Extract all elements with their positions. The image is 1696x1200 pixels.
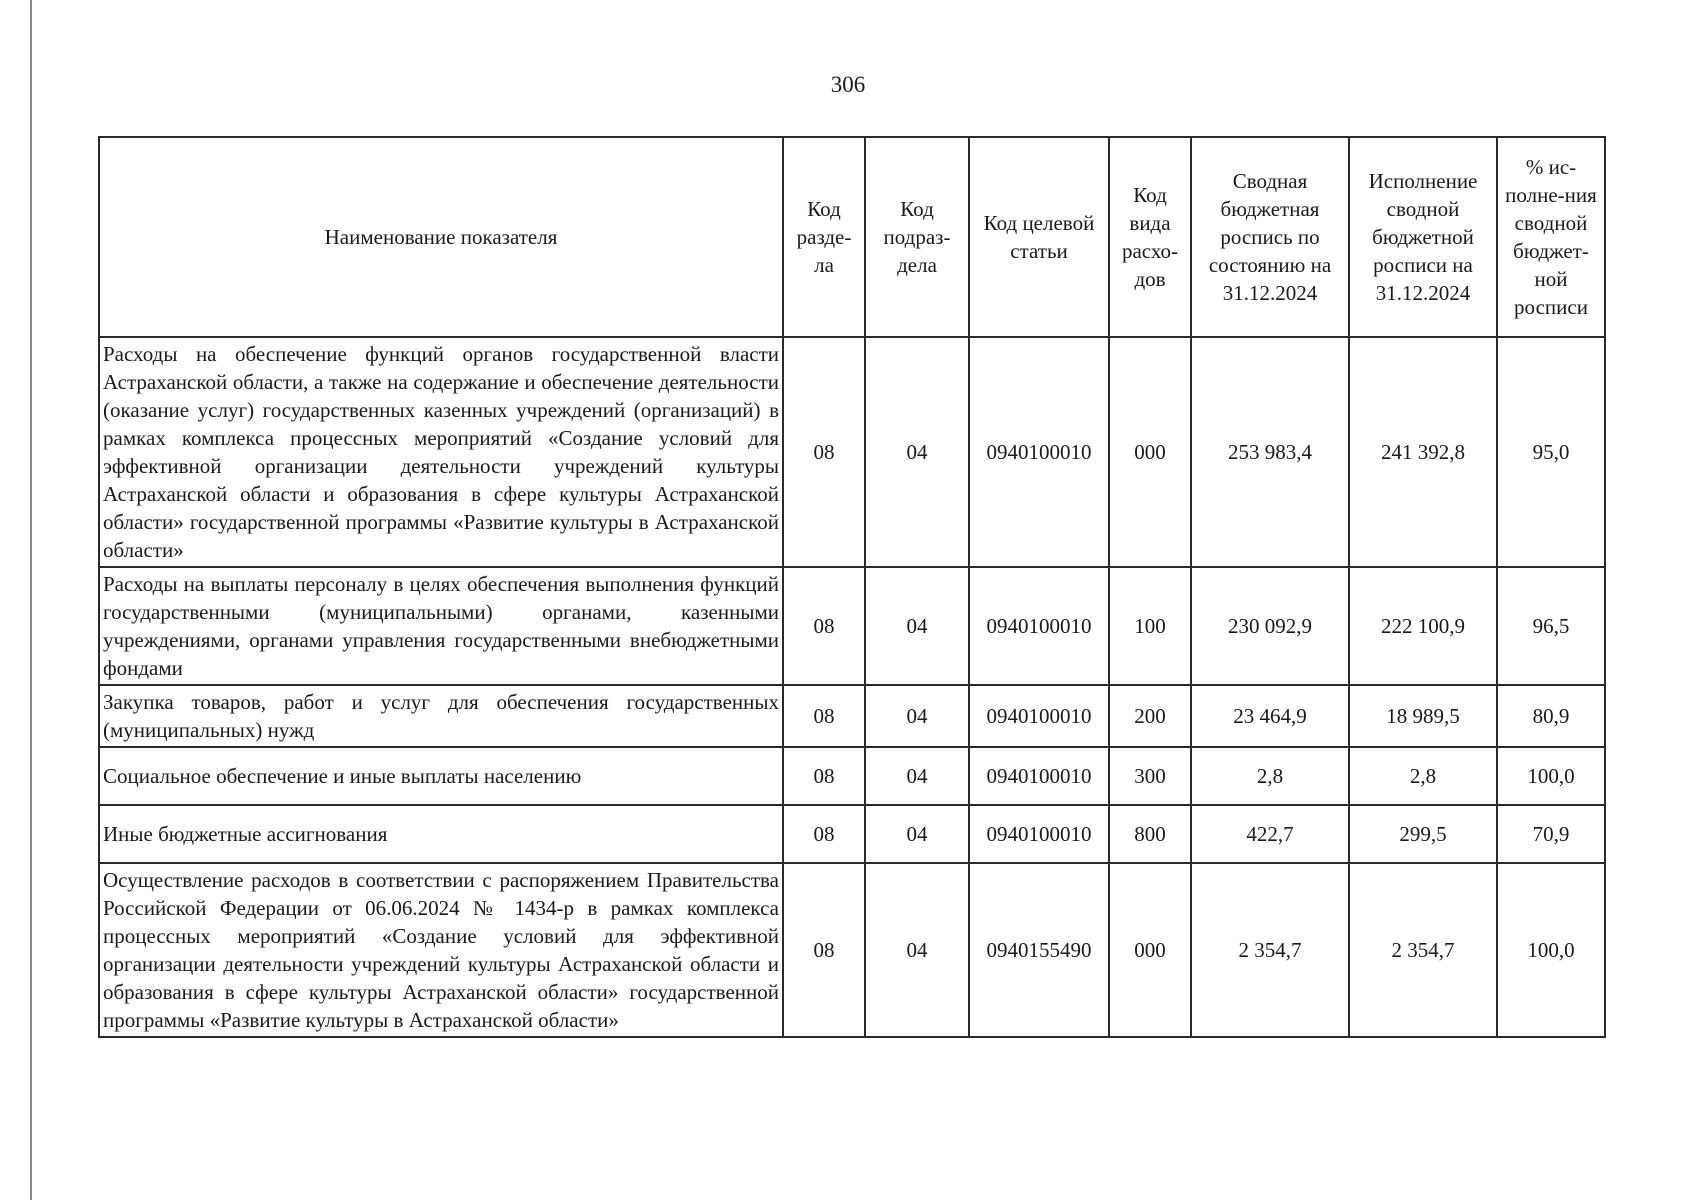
row-subsection-code: 04 (865, 567, 969, 685)
row-execution-percent: 100,0 (1497, 747, 1605, 805)
header-section-code: Код разде-ла (783, 137, 865, 337)
row-target-code: 0940100010 (969, 805, 1109, 863)
row-subsection-code: 04 (865, 747, 969, 805)
row-budget-plan: 2 354,7 (1191, 863, 1349, 1037)
budget-execution-table (98, 136, 1606, 1038)
header-expense-kind-code: Код вида расхо-дов (1109, 137, 1191, 337)
row-name: Иные бюджетные ассигнования (99, 805, 783, 863)
row-budget-plan: 2,8 (1191, 747, 1349, 805)
row-section-code: 08 (783, 805, 865, 863)
row-target-code: 0940100010 (969, 685, 1109, 747)
row-budget-plan: 230 092,9 (1191, 567, 1349, 685)
row-execution-percent: 70,9 (1497, 805, 1605, 863)
row-execution: 299,5 (1349, 805, 1497, 863)
row-execution: 18 989,5 (1349, 685, 1497, 747)
row-budget-plan: 253 983,4 (1191, 337, 1349, 567)
table-row (99, 567, 1605, 685)
header-target-code: Код целевой статьи (969, 137, 1109, 337)
row-section-code: 08 (783, 685, 865, 747)
row-name: Социальное обеспечение и иные выплаты населению (99, 747, 783, 805)
row-subsection-code: 04 (865, 805, 969, 863)
row-execution: 241 392,8 (1349, 337, 1497, 567)
table-header-row (99, 137, 1605, 337)
row-execution-percent: 100,0 (1497, 863, 1605, 1037)
row-section-code: 08 (783, 863, 865, 1037)
row-target-code: 0940100010 (969, 567, 1109, 685)
row-execution-percent: 96,5 (1497, 567, 1605, 685)
row-target-code: 0940100010 (969, 747, 1109, 805)
table-row (99, 337, 1605, 567)
binding-margin-line (30, 0, 32, 1200)
row-section-code: 08 (783, 747, 865, 805)
row-execution-percent: 80,9 (1497, 685, 1605, 747)
table-row (99, 747, 1605, 805)
row-expense-kind-code: 800 (1109, 805, 1191, 863)
row-section-code: 08 (783, 337, 865, 567)
row-expense-kind-code: 000 (1109, 863, 1191, 1037)
row-subsection-code: 04 (865, 337, 969, 567)
header-subsection-code: Код подраз-дела (865, 137, 969, 337)
row-execution: 2 354,7 (1349, 863, 1497, 1037)
row-name: Осуществление расходов в соответствии с распоряжением Правительства Российской Федерации от 06.06.2024 № 1434-р в рамках комплекса процессных мероприятий «Создание условий для эффективной организации деятельности учреждений культуры Астраханской области и образования в сфере культуры Астраханской области» государственной программы «Развитие культуры в Астраханской области» (99, 863, 783, 1037)
row-budget-plan: 23 464,9 (1191, 685, 1349, 747)
header-name: Наименование показателя (99, 137, 783, 337)
header-budget-plan: Сводная бюджетная роспись по состоянию на 31.12.2024 (1191, 137, 1349, 337)
page-number: 306 (830, 72, 866, 97)
header-execution: Исполнение сводной бюджетной росписи на 31.12.2024 (1349, 137, 1497, 337)
row-target-code: 0940100010 (969, 337, 1109, 567)
table-row (99, 805, 1605, 863)
row-section-code: 08 (783, 567, 865, 685)
row-execution-percent: 95,0 (1497, 337, 1605, 567)
table-row (99, 685, 1605, 747)
row-name: Расходы на выплаты персоналу в целях обеспечения выполнения функций государственными (муниципальными) органами, казенными учреждениями, органами управления государственными внебюджетными фондами (99, 567, 783, 685)
row-target-code: 0940155490 (969, 863, 1109, 1037)
row-name: Закупка товаров, работ и услуг для обеспечения государственных (муниципальных) нужд (99, 685, 783, 747)
row-name: Расходы на обеспечение функций органов государственной власти Астраханской области, а также на содержание и обеспечение деятельности (оказание услуг) государственных казенных учреждений (организаций) в рамках комплекса процессных мероприятий «Создание условий для эффективной организации деятельности учреждений культуры Астраханской области и образования в сфере культуры Астраханской области» государственной программы «Развитие культуры в Астраханской области» (99, 337, 783, 567)
row-expense-kind-code: 300 (1109, 747, 1191, 805)
row-expense-kind-code: 100 (1109, 567, 1191, 685)
row-execution: 2,8 (1349, 747, 1497, 805)
row-subsection-code: 04 (865, 685, 969, 747)
header-execution-percent: % ис-полне-ния сводной бюджет-ной росписи (1497, 137, 1605, 337)
table-row (99, 863, 1605, 1037)
row-budget-plan: 422,7 (1191, 805, 1349, 863)
row-execution: 222 100,9 (1349, 567, 1497, 685)
row-expense-kind-code: 000 (1109, 337, 1191, 567)
row-expense-kind-code: 200 (1109, 685, 1191, 747)
row-subsection-code: 04 (865, 863, 969, 1037)
